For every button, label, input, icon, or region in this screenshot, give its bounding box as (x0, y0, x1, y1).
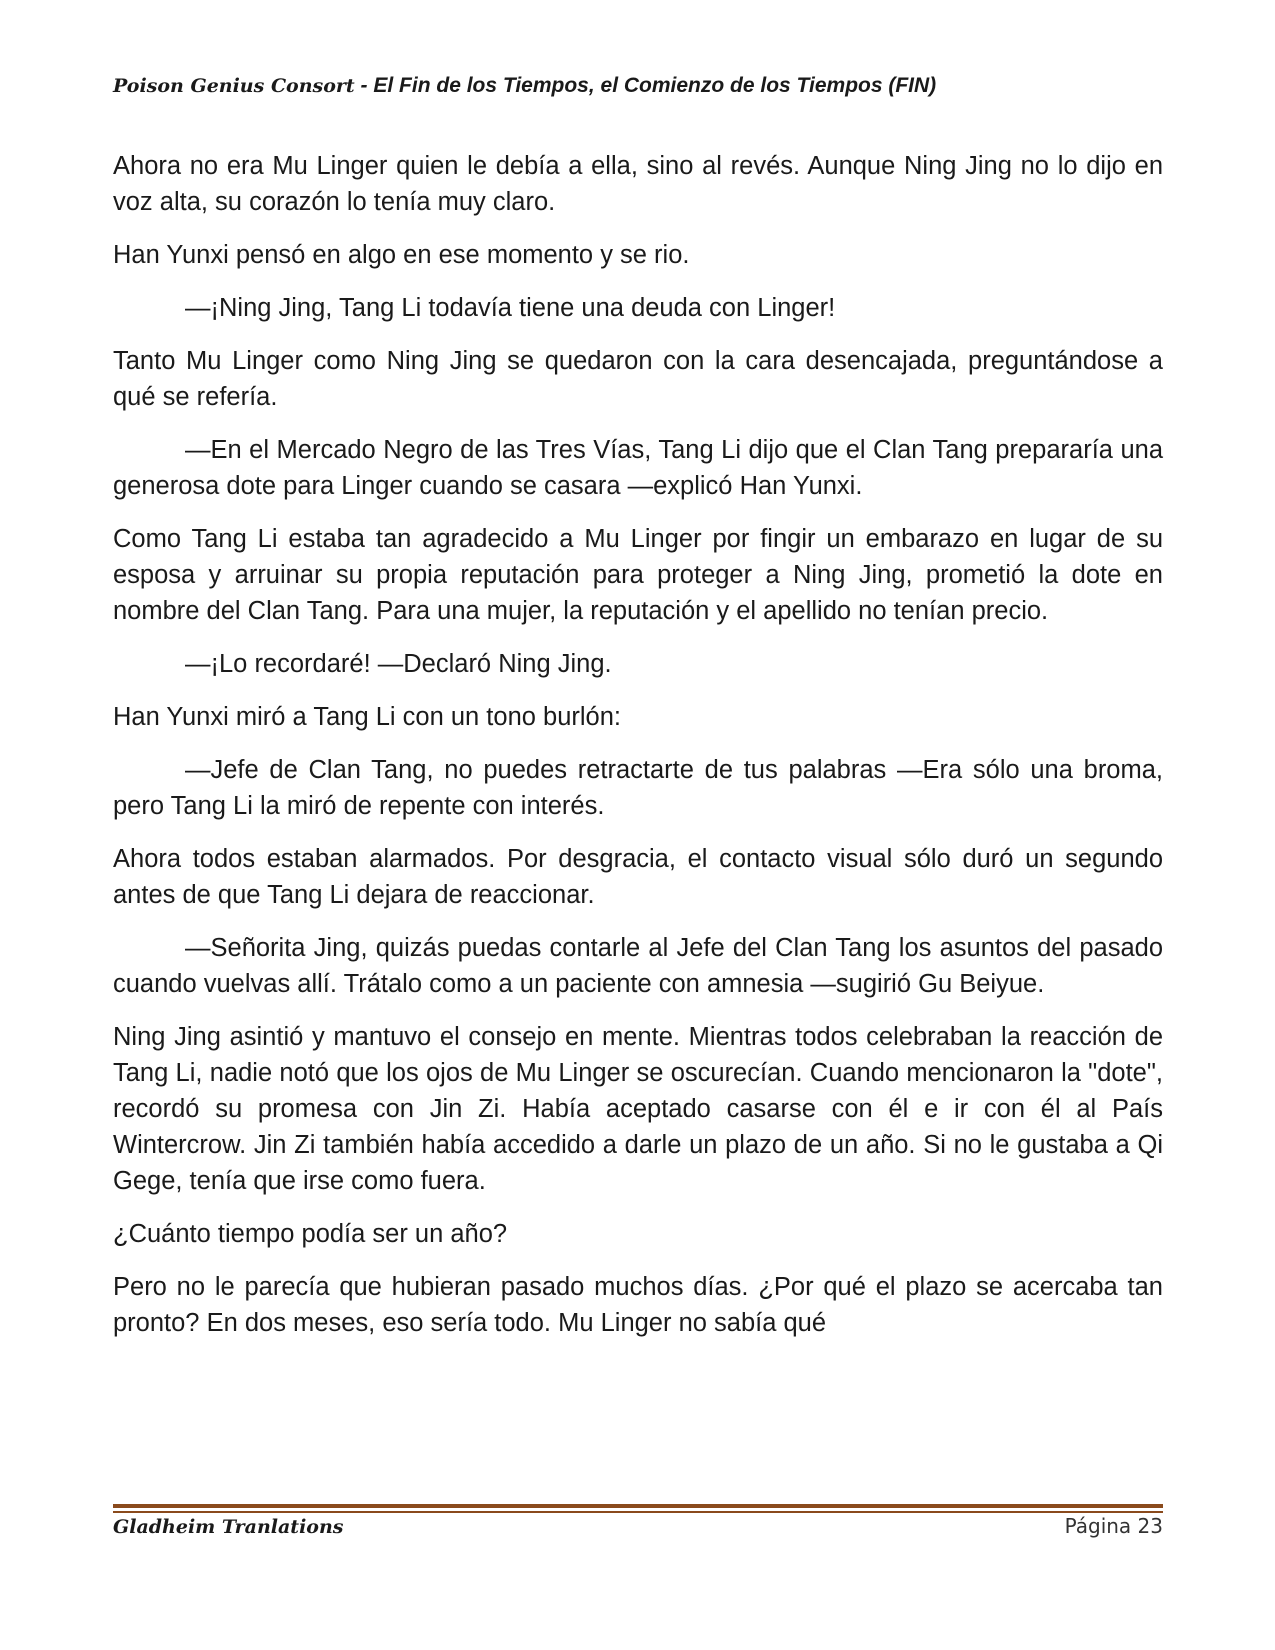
paragraph: Han Yunxi miró a Tang Li con un tono burlón: (113, 703, 621, 731)
footer-divider-thin (113, 1511, 1163, 1513)
paragraph: Tanto Mu Linger como Ning Jing se quedaron con la cara desencajada, preguntándose a qué se refería. (113, 347, 1163, 411)
paragraph: ¿Cuánto tiempo podía ser un año? (113, 1220, 508, 1248)
paragraph: Ning Jing asintió y mantuvo el consejo en mente. Mientras todos celebraban la reacción de Tang Li, nadie notó que los ojos de Mu Linger se oscurecían. Cuando mencionaron la "dote", recordó su promesa con Jin Zi. Había aceptado casarse con él e ir con él al País Wintercrow. Jin Zi también había accedido a darle un plazo de un año. Si no le gustaba a Qi Gege, tenía que irse como fuera. (113, 1023, 1163, 1195)
paragraph: Como Tang Li estaba tan agradecido a Mu Linger por fingir un embarazo en lugar de su esposa y arruinar su propia reputación para proteger a Ning Jing, prometió la dote en nombre del Clan Tang. Para una mujer, la reputación y el apellido no tenían precio. (113, 525, 1163, 625)
paragraph: Ahora todos estaban alarmados. Por desgracia, el contacto visual sólo duró un segundo antes de que Tang Li dejara de reaccionar. (113, 845, 1163, 909)
footer-divider-thick (113, 1504, 1163, 1508)
paragraph: Pero no le parecía que hubieran pasado muchos días. ¿Por qué el plazo se acercaba tan pronto? En dos meses, eso sería todo. Mu Linger no sabía qué (113, 1273, 1163, 1337)
page-number: Página 23 (1064, 1514, 1163, 1538)
dialogue-paragraph: —Señorita Jing, quizás puedas contarle al Jefe del Clan Tang los asuntos del pasado cuando vuelvas allí. Trátalo como a un paciente con amnesia —sugirió Gu Beiyue. (113, 934, 1163, 998)
page-header (113, 74, 1163, 98)
paragraph: Ahora no era Mu Linger quien le debía a ella, sino al revés. Aunque Ning Jing no lo dijo en voz alta, su corazón lo tenía muy claro. (113, 152, 1163, 216)
series-title: Poison Genius Consort (113, 75, 355, 97)
footer-divider (113, 1504, 1163, 1513)
paragraph: Han Yunxi pensó en algo en ese momento y se rio. (113, 241, 690, 269)
dialogue-paragraph: —¡Ning Jing, Tang Li todavía tiene una deuda con Linger! (185, 294, 836, 322)
chapter-title: - El Fin de los Tiempos, el Comienzo de los Tiempos (FIN) (354, 74, 937, 97)
dialogue-paragraph: —¡Lo recordaré! —Declaró Ning Jing. (185, 650, 612, 678)
dialogue-paragraph: —Jefe de Clan Tang, no puedes retractarte de tus palabras —Era sólo una broma, pero Tang Li la miró de repente con interés. (113, 756, 1163, 820)
page-footer (113, 1514, 1163, 1544)
page-body (113, 148, 1163, 1358)
dialogue-paragraph: —En el Mercado Negro de las Tres Vías, Tang Li dijo que el Clan Tang prepararía una generosa dote para Linger cuando se casara —explicó Han Yunxi. (113, 436, 1163, 500)
translator-credit: Gladheim Tranlations (113, 1516, 344, 1538)
